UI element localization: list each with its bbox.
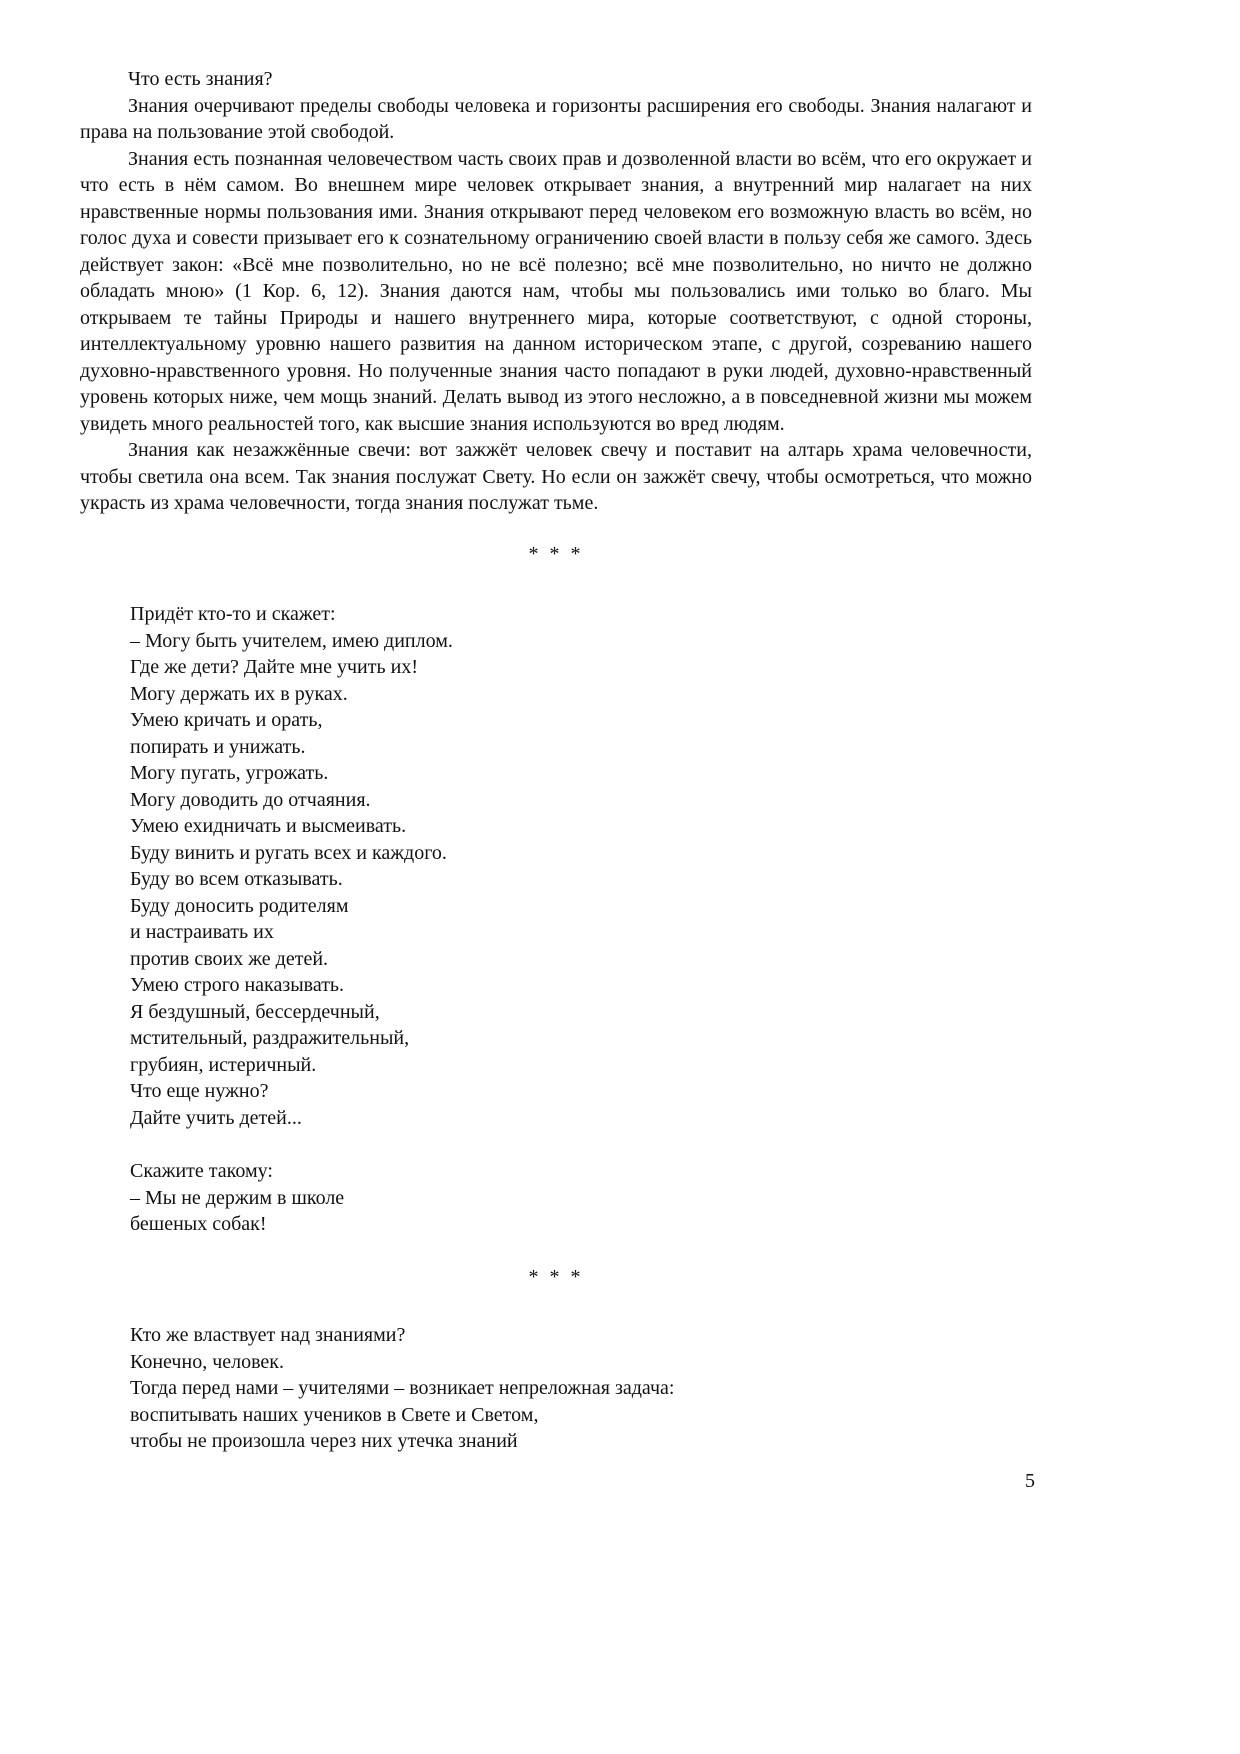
poem-line: грубиян, истеричный.	[130, 1053, 317, 1076]
poem-line: – Могу быть учителем, имею диплом.	[130, 629, 453, 652]
poem-line: Буду доносить родителям	[130, 894, 349, 917]
poem-line: Умею ехидничать и высмеивать.	[130, 815, 407, 837]
closing-line: Тогда перед нами – учителями – возникает непреложная задача:	[130, 1377, 675, 1399]
poem-line: Могу пугать, угрожать.	[130, 762, 329, 784]
closing-line: чтобы не произошла через них утечка знаний	[130, 1430, 518, 1452]
poem-line: Умею кричать и орать,	[130, 709, 323, 731]
paragraph: Знания есть познанная человечеством часть своих прав и дозволенной власти во всём, что его окружает и что есть в нём самом. Во внешнем мире человек открывает знания, а внутренний мир налагает на них нравственные нормы пользования ими. Знания открывают перед человеком его возможную власть во всём, но голос духа и совести призывает его к сознательному ограничению своей власти в пользу себя же самого. Здесь действует закон: «Всё мне позволительно, но не всё полезно; всё мне позволительно, но ничто не должно обладать мною» (1 Кор. 6, 12). Знания даются нам, чтобы мы пользовались ими только во благо. Мы открываем те тайны Природы и нашего внутреннего мира, которые соответствуют, с одной стороны, интеллектуальному уровню нашего развития на данном историческом этапе, с другой, созреванию нашего духовно-нравственного уровня. Но полученные знания часто попадают в руки людей, духовно-нравственный уровень которых ниже, чем мощь знаний. Делать вывод из этого несложно, а в повседневной жизни мы можем увидеть много реальностей того, как высшие знания используются во вред людям.	[80, 147, 1032, 435]
poem-line: Скажите такому:	[130, 1160, 273, 1182]
poem-line: Могу доводить до отчаяния.	[130, 788, 371, 811]
poem-line: Дайте учить детей...	[130, 1106, 302, 1129]
poem-line: попирать и унижать.	[130, 735, 306, 758]
poem-line: Придёт кто-то и скажет:	[130, 603, 336, 625]
section-separator: * * *	[528, 1265, 584, 1288]
paragraph: Знания очерчивают пределы свободы человека и горизонты расширения его свободы. Знания налагают и права на пользование этой свободой.	[80, 94, 1032, 143]
poem-stanza-2	[130, 1158, 1032, 1238]
poem-line: Умею строго наказывать.	[130, 974, 345, 996]
poem-line: Буду винить и ругать всех и каждого.	[130, 841, 447, 864]
poem-line: бешеных собак!	[130, 1213, 267, 1235]
closing-line: Конечно, человек.	[130, 1350, 285, 1373]
poem-line: мстительный, раздражительный,	[130, 1027, 410, 1049]
paragraph: Что есть знания?	[128, 68, 273, 90]
poem-line: против своих же детей.	[130, 947, 329, 970]
paragraph: Знания как незажжённые свечи: вот зажжёт человек свечу и поставит на алтарь храма человечности, чтобы светила она всем. Так знания послужат Свету. Но если он зажжёт свечу, чтобы осмотреться, что можно украсть из храма человечности, тогда знания послужат тьме.	[80, 439, 1032, 514]
poem-line: Могу держать их в руках.	[130, 682, 348, 705]
poem-line: – Мы не держим в школе	[130, 1186, 345, 1209]
section-separator: * * *	[528, 542, 584, 565]
closing-line: Кто же властвует над знаниями?	[130, 1324, 406, 1346]
poem-line: Что еще нужно?	[130, 1080, 269, 1102]
poem-line: Я бездушный, бессердечный,	[130, 1000, 380, 1023]
closing-line: воспитывать наших учеников в Свете и Светом,	[130, 1403, 539, 1426]
poem-stanza-1	[130, 601, 1032, 1131]
poem-line: Буду во всем отказывать.	[130, 868, 343, 890]
closing-stanza	[130, 1322, 1032, 1455]
page-number: 5	[1025, 1470, 1035, 1492]
poem-line: и настраивать их	[130, 921, 274, 943]
poem-line: Где же дети? Дайте мне учить их!	[130, 656, 418, 678]
